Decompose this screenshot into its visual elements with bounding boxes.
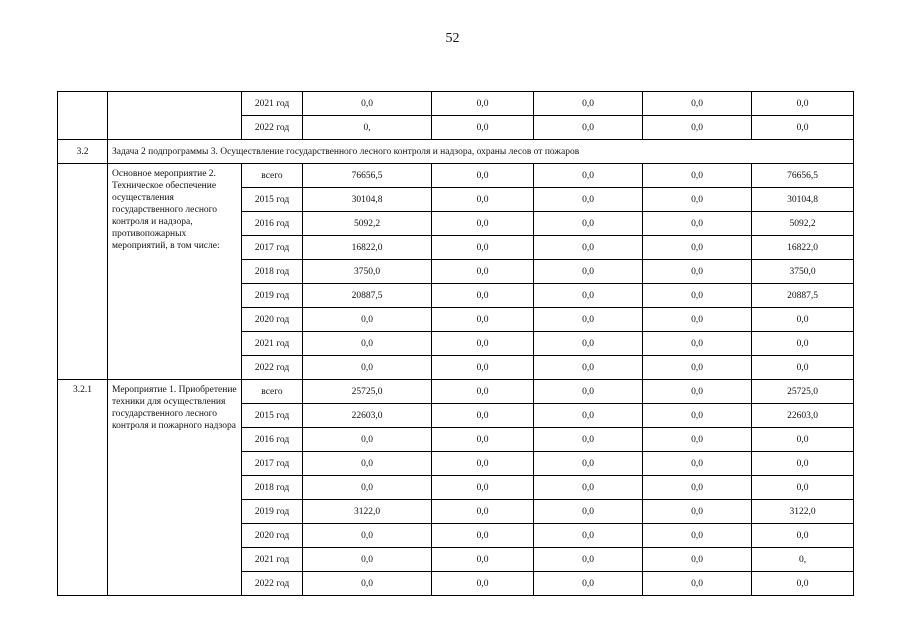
value-cell: 0,0: [534, 308, 643, 332]
year-cell: 2018 год: [242, 260, 303, 284]
value-cell: 0,0: [643, 116, 752, 140]
year-cell: 2019 год: [242, 500, 303, 524]
value-cell: 0,0: [432, 524, 534, 548]
value-cell: 0,0: [752, 524, 854, 548]
value-cell: 0,0: [303, 476, 432, 500]
value-cell: 0,0: [534, 500, 643, 524]
value-cell: 0,0: [534, 356, 643, 380]
value-cell: 0,0: [432, 116, 534, 140]
value-cell: 0,0: [534, 428, 643, 452]
value-cell: 0,0: [643, 188, 752, 212]
task-title: Задача 2 подпрограммы 3. Осуществление государственного лесного контроля и надзора, охраны лесов от пожаров: [108, 140, 854, 164]
value-cell: 0,0: [643, 572, 752, 596]
index-cell: [58, 92, 108, 140]
value-cell: 30104,8: [303, 188, 432, 212]
value-cell: 0,: [303, 116, 432, 140]
value-cell: 0,0: [534, 404, 643, 428]
value-cell: 30104,8: [752, 188, 854, 212]
value-cell: 0,0: [534, 548, 643, 572]
value-cell: 0,0: [643, 308, 752, 332]
value-cell: 0,0: [432, 284, 534, 308]
year-cell: 2020 год: [242, 308, 303, 332]
value-cell: 3122,0: [303, 500, 432, 524]
value-cell: 0,0: [432, 428, 534, 452]
value-cell: 0,0: [643, 92, 752, 116]
value-cell: 0,0: [534, 212, 643, 236]
index-cell: 3.2.1: [58, 380, 108, 596]
value-cell: 0,0: [432, 452, 534, 476]
value-cell: 0,0: [432, 572, 534, 596]
value-cell: 22603,0: [303, 404, 432, 428]
year-cell: 2021 год: [242, 92, 303, 116]
value-cell: 0,0: [303, 92, 432, 116]
value-cell: 0,0: [534, 380, 643, 404]
value-cell: 0,0: [432, 236, 534, 260]
value-cell: 0,0: [303, 524, 432, 548]
value-cell: 0,0: [534, 260, 643, 284]
value-cell: 0,: [752, 548, 854, 572]
table-row: [58, 92, 854, 116]
value-cell: 0,0: [643, 524, 752, 548]
value-cell: 16822,0: [303, 236, 432, 260]
value-cell: 0,0: [534, 164, 643, 188]
value-cell: 0,0: [643, 500, 752, 524]
value-cell: 0,0: [534, 524, 643, 548]
year-cell: 2017 год: [242, 452, 303, 476]
value-cell: 0,0: [643, 452, 752, 476]
value-cell: 0,0: [432, 476, 534, 500]
value-cell: 0,0: [534, 116, 643, 140]
value-cell: 0,0: [432, 356, 534, 380]
value-cell: 0,0: [303, 428, 432, 452]
description-cell: Основное мероприятие 2. Техническое обеспечение осуществления государственного лесного контроля и надзора, противопожарных мероприятий, в том числе:: [108, 164, 242, 380]
year-cell: 2020 год: [242, 524, 303, 548]
page-number: 52: [445, 31, 460, 46]
year-cell: 2017 год: [242, 236, 303, 260]
year-cell: 2016 год: [242, 212, 303, 236]
value-cell: 0,0: [432, 332, 534, 356]
year-cell: 2021 год: [242, 332, 303, 356]
table-row: [58, 380, 854, 404]
value-cell: 0,0: [303, 332, 432, 356]
year-cell: 2019 год: [242, 284, 303, 308]
year-cell: 2018 год: [242, 476, 303, 500]
value-cell: 0,0: [752, 308, 854, 332]
value-cell: 0,0: [432, 212, 534, 236]
value-cell: 0,0: [432, 548, 534, 572]
value-cell: 0,0: [643, 164, 752, 188]
value-cell: 0,0: [303, 308, 432, 332]
value-cell: 0,0: [643, 284, 752, 308]
value-cell: 0,0: [432, 92, 534, 116]
value-cell: 76656,5: [303, 164, 432, 188]
year-cell: 2021 год: [242, 548, 303, 572]
value-cell: 0,0: [432, 500, 534, 524]
value-cell: 3750,0: [752, 260, 854, 284]
year-cell: 2022 год: [242, 356, 303, 380]
value-cell: 0,0: [752, 476, 854, 500]
year-cell: всего: [242, 380, 303, 404]
value-cell: 0,0: [643, 356, 752, 380]
year-cell: 2015 год: [242, 404, 303, 428]
value-cell: 0,0: [303, 572, 432, 596]
value-cell: 76656,5: [752, 164, 854, 188]
value-cell: 0,0: [534, 332, 643, 356]
value-cell: 22603,0: [752, 404, 854, 428]
value-cell: 16822,0: [752, 236, 854, 260]
value-cell: 0,0: [643, 404, 752, 428]
description-cell: [108, 92, 242, 140]
budget-table: [57, 91, 854, 596]
value-cell: 0,0: [534, 92, 643, 116]
value-cell: 5092,2: [303, 212, 432, 236]
value-cell: 0,0: [432, 188, 534, 212]
value-cell: 25725,0: [752, 380, 854, 404]
value-cell: 0,0: [752, 356, 854, 380]
year-cell: 2022 год: [242, 116, 303, 140]
table-row: [58, 164, 854, 188]
value-cell: 0,0: [303, 356, 432, 380]
year-cell: 2016 год: [242, 428, 303, 452]
value-cell: 0,0: [643, 236, 752, 260]
value-cell: 0,0: [752, 116, 854, 140]
task-index: 3.2: [58, 140, 108, 164]
description-cell: Мероприятие 1. Приобретение техники для осуществления государственного лесного контроля и пожарного надзора: [108, 380, 242, 596]
value-cell: 0,0: [432, 308, 534, 332]
value-cell: 0,0: [643, 212, 752, 236]
value-cell: 0,0: [534, 236, 643, 260]
value-cell: 25725,0: [303, 380, 432, 404]
value-cell: 0,0: [303, 452, 432, 476]
value-cell: 0,0: [752, 572, 854, 596]
value-cell: 0,0: [534, 188, 643, 212]
value-cell: 0,0: [303, 548, 432, 572]
value-cell: 3122,0: [752, 500, 854, 524]
value-cell: 0,0: [643, 476, 752, 500]
value-cell: 0,0: [752, 428, 854, 452]
year-cell: 2022 год: [242, 572, 303, 596]
value-cell: 0,0: [432, 164, 534, 188]
value-cell: 5092,2: [752, 212, 854, 236]
value-cell: 0,0: [432, 260, 534, 284]
value-cell: 0,0: [643, 260, 752, 284]
value-cell: 20887,5: [303, 284, 432, 308]
value-cell: 0,0: [432, 380, 534, 404]
value-cell: 0,0: [643, 332, 752, 356]
value-cell: 0,0: [534, 284, 643, 308]
value-cell: 3750,0: [303, 260, 432, 284]
year-cell: 2015 год: [242, 188, 303, 212]
year-cell: всего: [242, 164, 303, 188]
value-cell: 20887,5: [752, 284, 854, 308]
index-cell: [58, 164, 108, 380]
value-cell: 0,0: [752, 92, 854, 116]
value-cell: 0,0: [752, 332, 854, 356]
value-cell: 0,0: [752, 452, 854, 476]
value-cell: 0,0: [643, 428, 752, 452]
value-cell: 0,0: [534, 572, 643, 596]
value-cell: 0,0: [432, 404, 534, 428]
value-cell: 0,0: [643, 380, 752, 404]
task-row: [58, 140, 854, 164]
value-cell: 0,0: [643, 548, 752, 572]
value-cell: 0,0: [534, 476, 643, 500]
value-cell: 0,0: [534, 452, 643, 476]
